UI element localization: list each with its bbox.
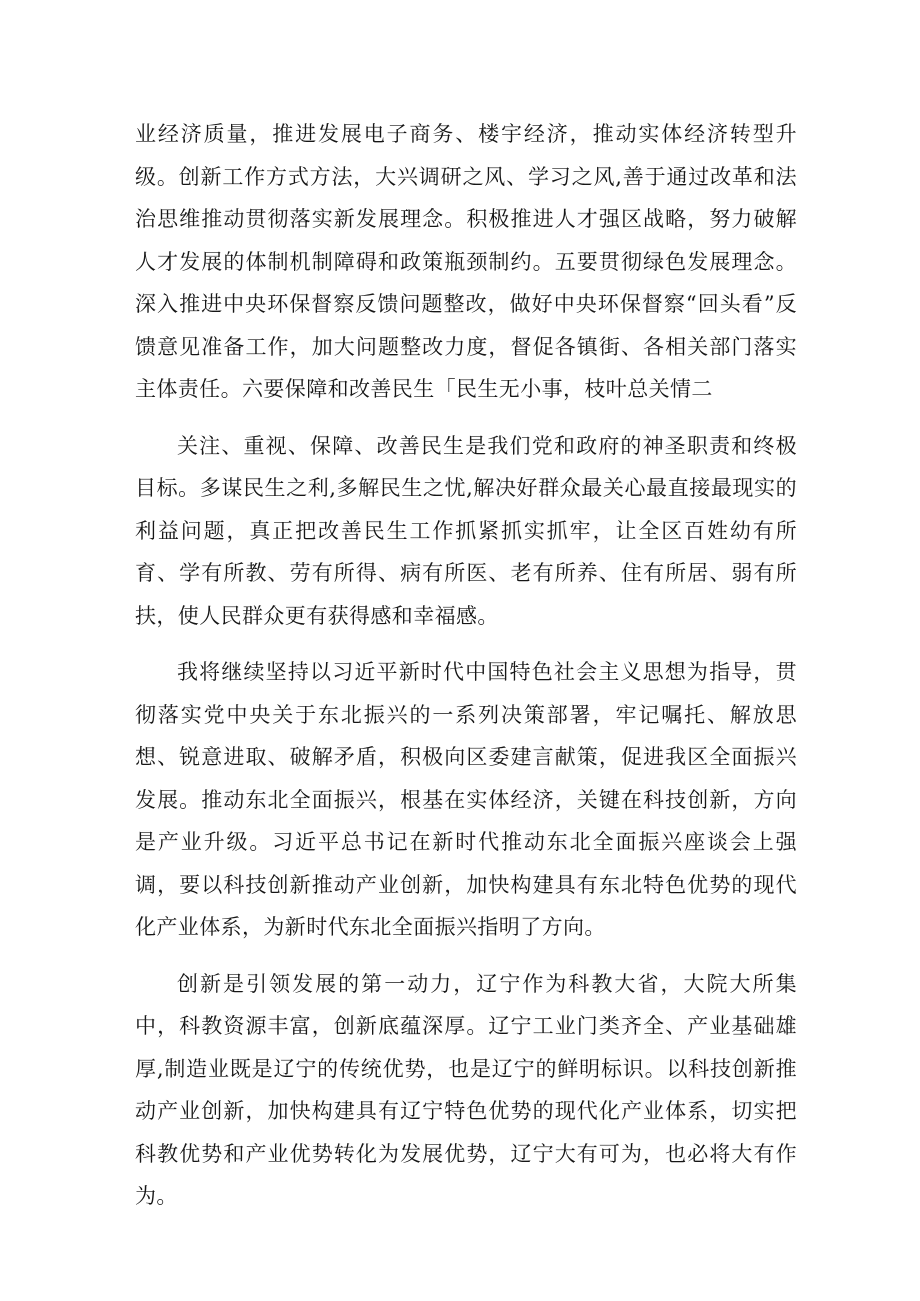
paragraph-livelihood: 关注、重视、保障、改善民生是我们党和政府的神圣职责和终极目标。多谋民生之利,多解民生之忧,解决好群众最关心最直接最现实的利益问题，真正把改善民生工作抓紧抓实抓牢，让全区百姓幼有所育、学有所教、劳有所得、病有所医、老有所养、住有所居、弱有所扶，使人民群众更有获得感和幸福感。 bbox=[135, 433, 797, 628]
paragraph-liaoning-innovation: 创新是引领发展的第一动力，辽宁作为科教大省，大院大所集中，科教资源丰富，创新底蕴深厚。辽宁工业门类齐全、产业基础雄厚,制造业既是辽宁的传统优势，也是辽宁的鲜明标识。以科技创新推动产业创新，加快构建具有辽宁特色优势的现代化产业体系，切实把科教优势和产业优势转化为发展优势，辽宁大有可为，也必将大有作为。 bbox=[135, 971, 797, 1208]
paragraph-continued: 业经济质量，推进发展电子商务、楼宇经济，推动实体经济转型升级。创新工作方式方法，大兴调研之风、学习之风,善于通过改革和法治思维推动贯彻落实新发展理念。积极推进人才强区战略，努力破解人才发展的体制机制障碍和政策瓶颈制约。五要贯彻绿色发展理念。深入推进中央环保督察反馈问题整改，做好中央环保督察“回头看”反馈意见准备工作，加大问题整改力度，督促各镇街、各相关部门落实主体责任。六要保障和改善民生「民生无小事，枝叶总关情二 bbox=[135, 122, 797, 401]
paragraph-northeast-revitalization: 我将继续坚持以习近平新时代中国特色社会主义思想为指导，贯彻落实党中央关于东北振兴的一系列决策部署，牢记嘱托、解放思想、锐意进取、破解矛盾，积极向区委建言献策，促进我区全面振兴发展。推动东北全面振兴，根基在实体经济，关键在科技创新，方向是产业升级。习近平总书记在新时代推动东北全面振兴座谈会上强调，要以科技创新推动产业创新，加快构建具有东北特色优势的现代化产业体系，为新时代东北全面振兴指明了方向。 bbox=[135, 660, 797, 939]
document-body bbox=[135, 113, 797, 1218]
